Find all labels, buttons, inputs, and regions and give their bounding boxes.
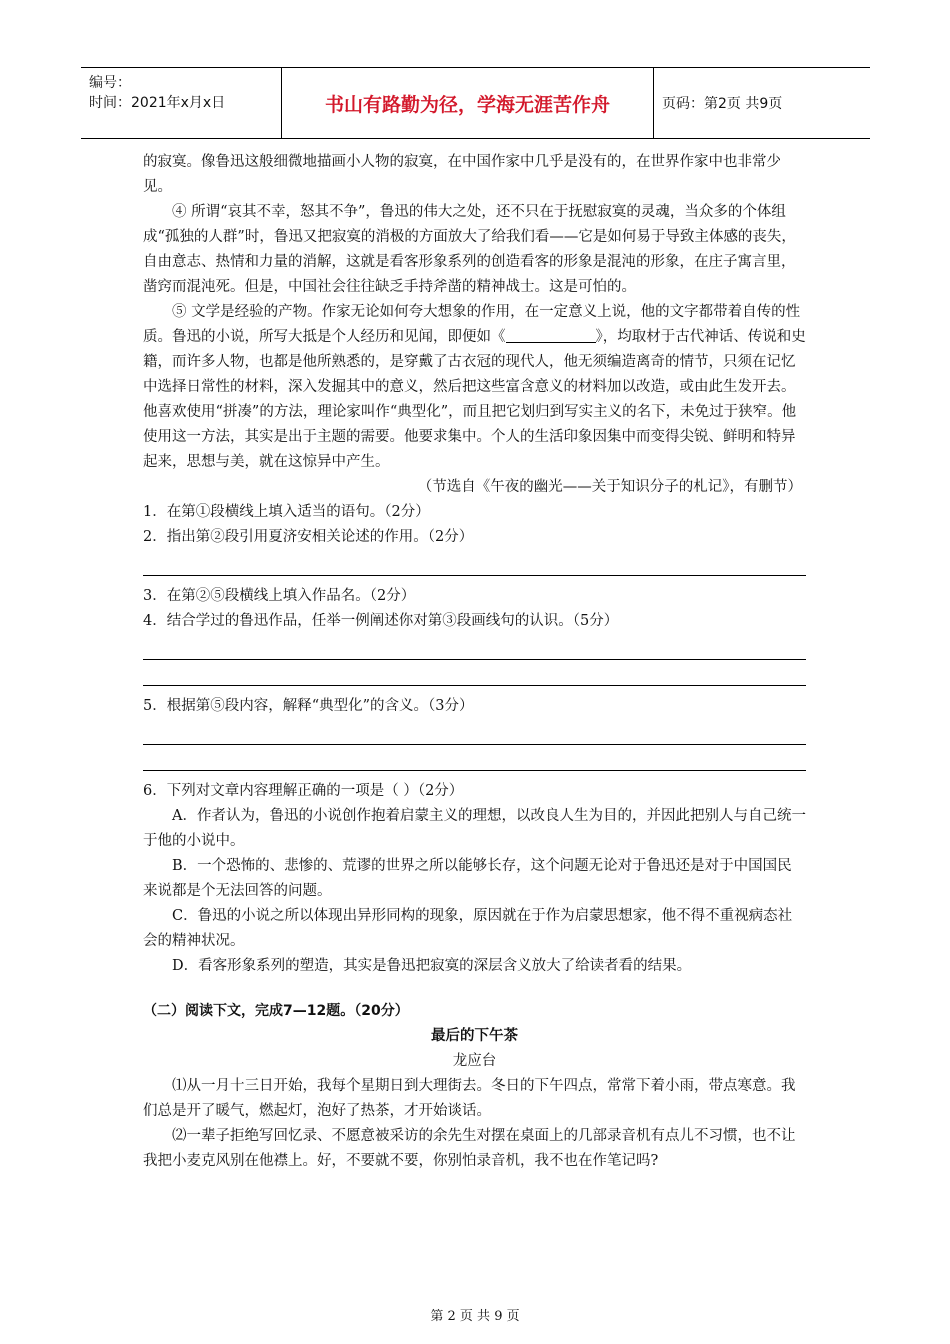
fill-blank-line[interactable]: [506, 328, 596, 343]
paragraph-5-part-a: ⑤ 文学是经验的产物。作家无论如何夸大想象的作用，在一定意义上说，他的文字都带着自传的性质。鲁迅的小说，所写大抵是个人经历和见闻，即便如《: [143, 304, 801, 345]
question-1: 1．在第①段横线上填入适当的语句。（2分）: [143, 504, 430, 520]
answer-line[interactable]: [143, 550, 806, 576]
article-author: 龙应台: [452, 1053, 497, 1069]
section-heading: （二）阅读下文，完成7—12题。（20分）: [143, 1003, 409, 1019]
article-paragraph-2: ⑵一辈子拒绝写回忆录、不愿意被采访的余先生对摆在桌面上的几部录音机有点儿不习惯，也不让我把小麦克风别在他襟上。好，不要就不要，你别怕录音机，我不也在作笔记吗?: [143, 1128, 796, 1169]
paragraph-4: ④ 所谓“哀其不幸，怒其不争”，鲁迅的伟大之处，还不只在于抚慰寂寞的灵魂，当众多的个体组成“孤独的人群”时，鲁迅又把寂寞的消极的方面放大了给我们看——它是如何易于导致主体感的丧失，自由意志、热情和力量的消解，这就是看客形象系列的创造看客的形象是混沌的形象，在庄子寓言里，凿窍而混沌死。但是，中国社会往往缺乏手持斧凿的精神战士。这是可怕的。: [143, 204, 796, 295]
answer-line[interactable]: [143, 745, 806, 771]
number-label: 编号：: [89, 75, 131, 91]
header-page-cell: [654, 68, 870, 138]
option-b[interactable]: B．一个恐怖的、悲惨的、荒谬的世界之所以能够长存，这个问题无论对于鲁迅还是对于中国国民来说都是个无法回答的问题。: [143, 858, 792, 899]
question-4: 4．结合学过的鲁迅作品，任举一例阐述你对第③段画线句的认识。（5分）: [143, 613, 619, 629]
time-label: 时间：2021年x月x日: [89, 95, 226, 111]
document-body: [143, 150, 806, 1174]
answer-line[interactable]: [143, 634, 806, 660]
page-label: 页码：第2页 共9页: [662, 96, 783, 112]
article-title: 最后的下午茶: [431, 1028, 518, 1044]
question-3: 3．在第②⑤段横线上填入作品名。（2分）: [143, 588, 416, 604]
option-a[interactable]: A．作者认为，鲁迅的小说创作抱着启蒙主义的理想，以改良人生为目的，并因此把别人与自己统一于他的小说中。: [143, 808, 806, 849]
paragraph-continuation: 的寂寞。像鲁迅这般细微地描画小人物的寂寞，在中国作家中几乎是没有的，在世界作家中也非常少见。: [143, 154, 781, 195]
option-c[interactable]: C．鲁迅的小说之所以体现出异形同构的现象，原因就在于作为启蒙思想家，他不得不重视病态社会的精神状况。: [143, 908, 793, 949]
page-footer: 第 2 页 共 9 页: [430, 1309, 520, 1324]
option-d[interactable]: D．看客形象系列的塑造，其实是鲁迅把寂寞的深层含义放大了给读者看的结果。: [172, 958, 692, 974]
question-5: 5．根据第⑤段内容，解释“典型化”的含义。（3分）: [143, 698, 474, 714]
paragraph-5: [143, 300, 806, 475]
header-info-cell: [81, 68, 282, 138]
header-motto: 书山有路勤为径，学海无涯苦作舟: [324, 94, 610, 116]
answer-line[interactable]: [143, 719, 806, 745]
question-2: 2．指出第②段引用夏济安相关论述的作用。（2分）: [143, 529, 474, 545]
page-header: [81, 67, 870, 139]
question-6: 6．下列对文章内容理解正确的一项是（ ）（2分）: [143, 783, 464, 799]
answer-line[interactable]: [143, 660, 806, 686]
paragraph-5-part-b: 》，均取材于古代神话、传说和史籍，而许多人物，也都是他所熟悉的，是穿戴了古衣冠的现代人，他无须编造离奇的情节，只须在记忆中选择日常性的材料，深入发掘其中的意义，然后把这些富含意义的材料加以改造，或由此生发开去。他喜欢使用“拼凑”的方法，理论家叫作“典型化”，而且把它划归到写实主义的名下，未免过于狭窄。他使用这一方法，其实是出于主题的需要。他要求集中。个人的生活印象因集中而变得尖锐、鲜明和特异起来，思想与美，就在这惊异中产生。: [143, 329, 806, 470]
source-note: （节选自《午夜的幽光——关于知识分子的札记》，有删节）: [417, 479, 802, 495]
article-paragraph-1: ⑴从一月十三日开始，我每个星期日到大理街去。冬日的下午四点，常常下着小雨，带点寒意。我们总是开了暖气，燃起灯，泡好了热茶，才开始谈话。: [143, 1078, 796, 1119]
header-motto-cell: [282, 68, 654, 138]
